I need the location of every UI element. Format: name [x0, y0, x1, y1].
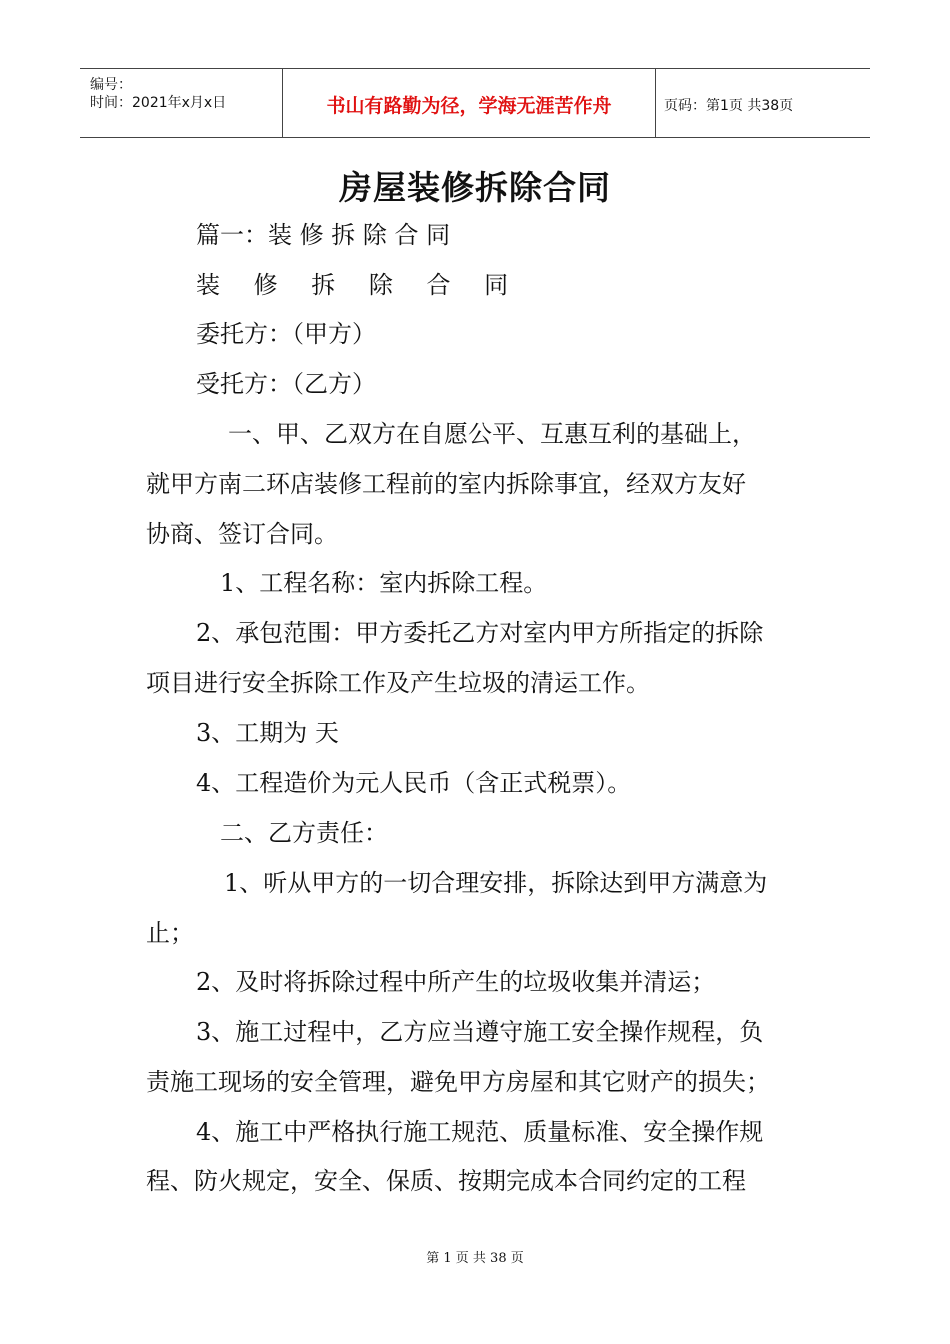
- motto-text: 书山有路勤为径，学海无涯苦作舟: [326, 95, 612, 117]
- paragraph-line: 就甲方南二环店装修工程前的室内拆除事宜，经双方友好: [146, 470, 746, 498]
- paragraph-line: 一、甲、乙双方在自愿公平、互惠互利的基础上，: [228, 420, 756, 448]
- paragraph-line: 2、承包范围：甲方委托乙方对室内甲方所指定的拆除: [196, 619, 764, 647]
- paragraph-line: 协商、签订合同。: [146, 520, 338, 548]
- paragraph-line: 3、工期为 天: [196, 719, 339, 747]
- paragraph-line: 4、工程造价为元人民币（含正式税票）。: [196, 769, 632, 797]
- paragraph-line: 程、防火规定，安全、保质、按期完成本合同约定的工程: [146, 1167, 746, 1195]
- paragraph-line: 项目进行安全拆除工作及产生垃圾的清运工作。: [146, 669, 650, 697]
- paragraph-line: 1、工程名称：室内拆除工程。: [220, 569, 548, 597]
- party-b-line: 受托方：（乙方）: [196, 370, 376, 398]
- header-page-number: 页码：第1页 共38页: [664, 98, 794, 114]
- paragraph-line: 3、施工过程中，乙方应当遵守施工安全操作规程，负: [196, 1018, 764, 1046]
- document-title: 房屋装修拆除合同: [339, 168, 611, 207]
- section-heading: 篇一：装 修 拆 除 合 同: [196, 221, 451, 249]
- paragraph-line: 责施工现场的安全管理，避免甲方房屋和其它财产的损失；: [146, 1068, 770, 1096]
- header-motto-cell: [283, 69, 656, 137]
- party-a-line: 委托方：（甲方）: [196, 320, 376, 348]
- header-table: [80, 68, 870, 138]
- page-footer: 第 1 页 共 38 页: [426, 1251, 524, 1266]
- paragraph-line: 4、施工中严格执行施工规范、质量标准、安全操作规: [196, 1118, 764, 1146]
- paragraph-line: 1、听从甲方的一切合理安排，拆除达到甲方满意为: [224, 869, 768, 897]
- contract-subtitle: 装 修 拆 除 合 同: [196, 271, 522, 299]
- document-date-label: 时间：2021年x月x日: [90, 95, 227, 111]
- header-meta-cell: [80, 69, 283, 137]
- document-number-label: 编号：: [90, 77, 132, 93]
- section-heading: 二、乙方责任：: [220, 819, 388, 847]
- paragraph-line: 止；: [146, 919, 194, 947]
- header-page-cell: [656, 69, 870, 137]
- paragraph-line: 2、及时将拆除过程中所产生的垃圾收集并清运；: [196, 968, 716, 996]
